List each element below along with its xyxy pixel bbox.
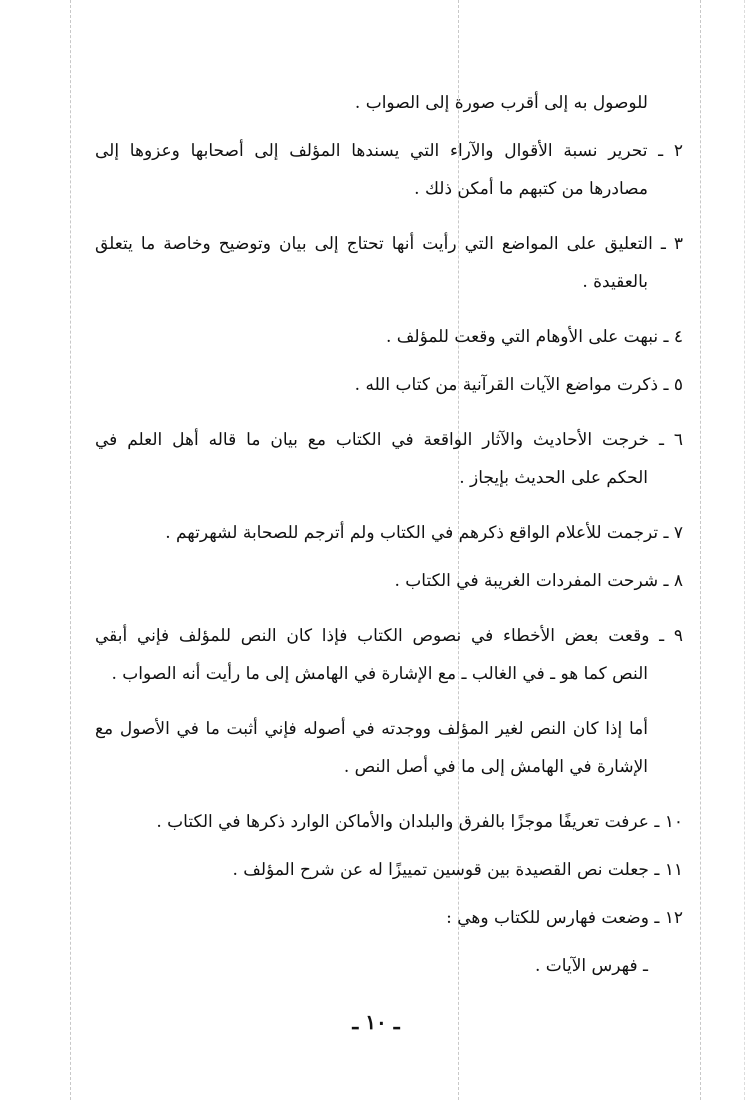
- list-item-2-line-1: ٢ ـ تحرير نسبة الأقوال والآراء التي يسندها المؤلف إلى أصحابها وعزوها إلى: [95, 141, 683, 161]
- sub-list-item: ـ فهرس الآيات .: [534, 956, 648, 976]
- scan-guide-line: [700, 0, 701, 1100]
- list-item-2-line-2: مصادرها من كتبهم ما أمكن ذلك .: [414, 179, 648, 199]
- text-line: للوصول به إلى أقرب صورة إلى الصواب .: [354, 93, 648, 113]
- paragraph-line-1: أما إذا كان النص لغير المؤلف ووجدته في أصوله فإني أثبت ما في الأصول مع: [95, 719, 648, 739]
- list-item-5: ٥ ـ ذكرت مواضع الآيات القرآنية من كتاب الله .: [354, 375, 683, 395]
- list-item-3-line-1: ٣ ـ التعليق على المواضع التي رأيت أنها تحتاج إلى بيان وتوضيح وخاصة ما يتعلق: [95, 234, 683, 254]
- body-text: [95, 84, 683, 985]
- list-item-8: ٨ ـ شرحت المفردات الغريبة في الكتاب .: [394, 571, 683, 591]
- list-item-3-line-2: بالعقيدة .: [582, 272, 648, 292]
- list-item-7: ٧ ـ ترجمت للأعلام الواقع ذكرهم في الكتاب ولم أترجم للصحابة لشهرتهم .: [165, 523, 683, 543]
- list-item-11: ١١ ـ جعلت نص القصيدة بين قوسين تمييزًا له عن شرح المؤلف .: [232, 860, 683, 880]
- list-item-9-line-1: ٩ ـ وقعت بعض الأخطاء في نصوص الكتاب فإذا كان النص للمؤلف فإني أبقي: [95, 626, 683, 646]
- list-item-9-line-2: النص كما هو ـ في الغالب ـ مع الإشارة في الهامش إلى ما رأيت أنه الصواب .: [111, 664, 648, 684]
- scan-guide-line: [744, 0, 745, 1100]
- list-item-6-line-1: ٦ ـ خرجت الأحاديث والآثار الواقعة في الكتاب مع بيان ما قاله أهل العلم في: [95, 430, 683, 450]
- page-number: ـ ١٠ ـ: [352, 1010, 400, 1034]
- list-item-4: ٤ ـ نبهت على الأوهام التي وقعت للمؤلف .: [385, 327, 683, 347]
- list-item-12: ١٢ ـ وضعت فهارس للكتاب وهي :: [446, 908, 683, 928]
- scan-guide-line: [70, 0, 71, 1100]
- list-item-10: ١٠ ـ عرفت تعريفًا موجزًا بالفرق والبلدان والأماكن الوارد ذكرها في الكتاب .: [156, 812, 683, 832]
- list-item-6-line-2: الحكم على الحديث بإيجاز .: [459, 468, 648, 488]
- paragraph-line-2: الإشارة في الهامش إلى ما في أصل النص .: [343, 757, 648, 777]
